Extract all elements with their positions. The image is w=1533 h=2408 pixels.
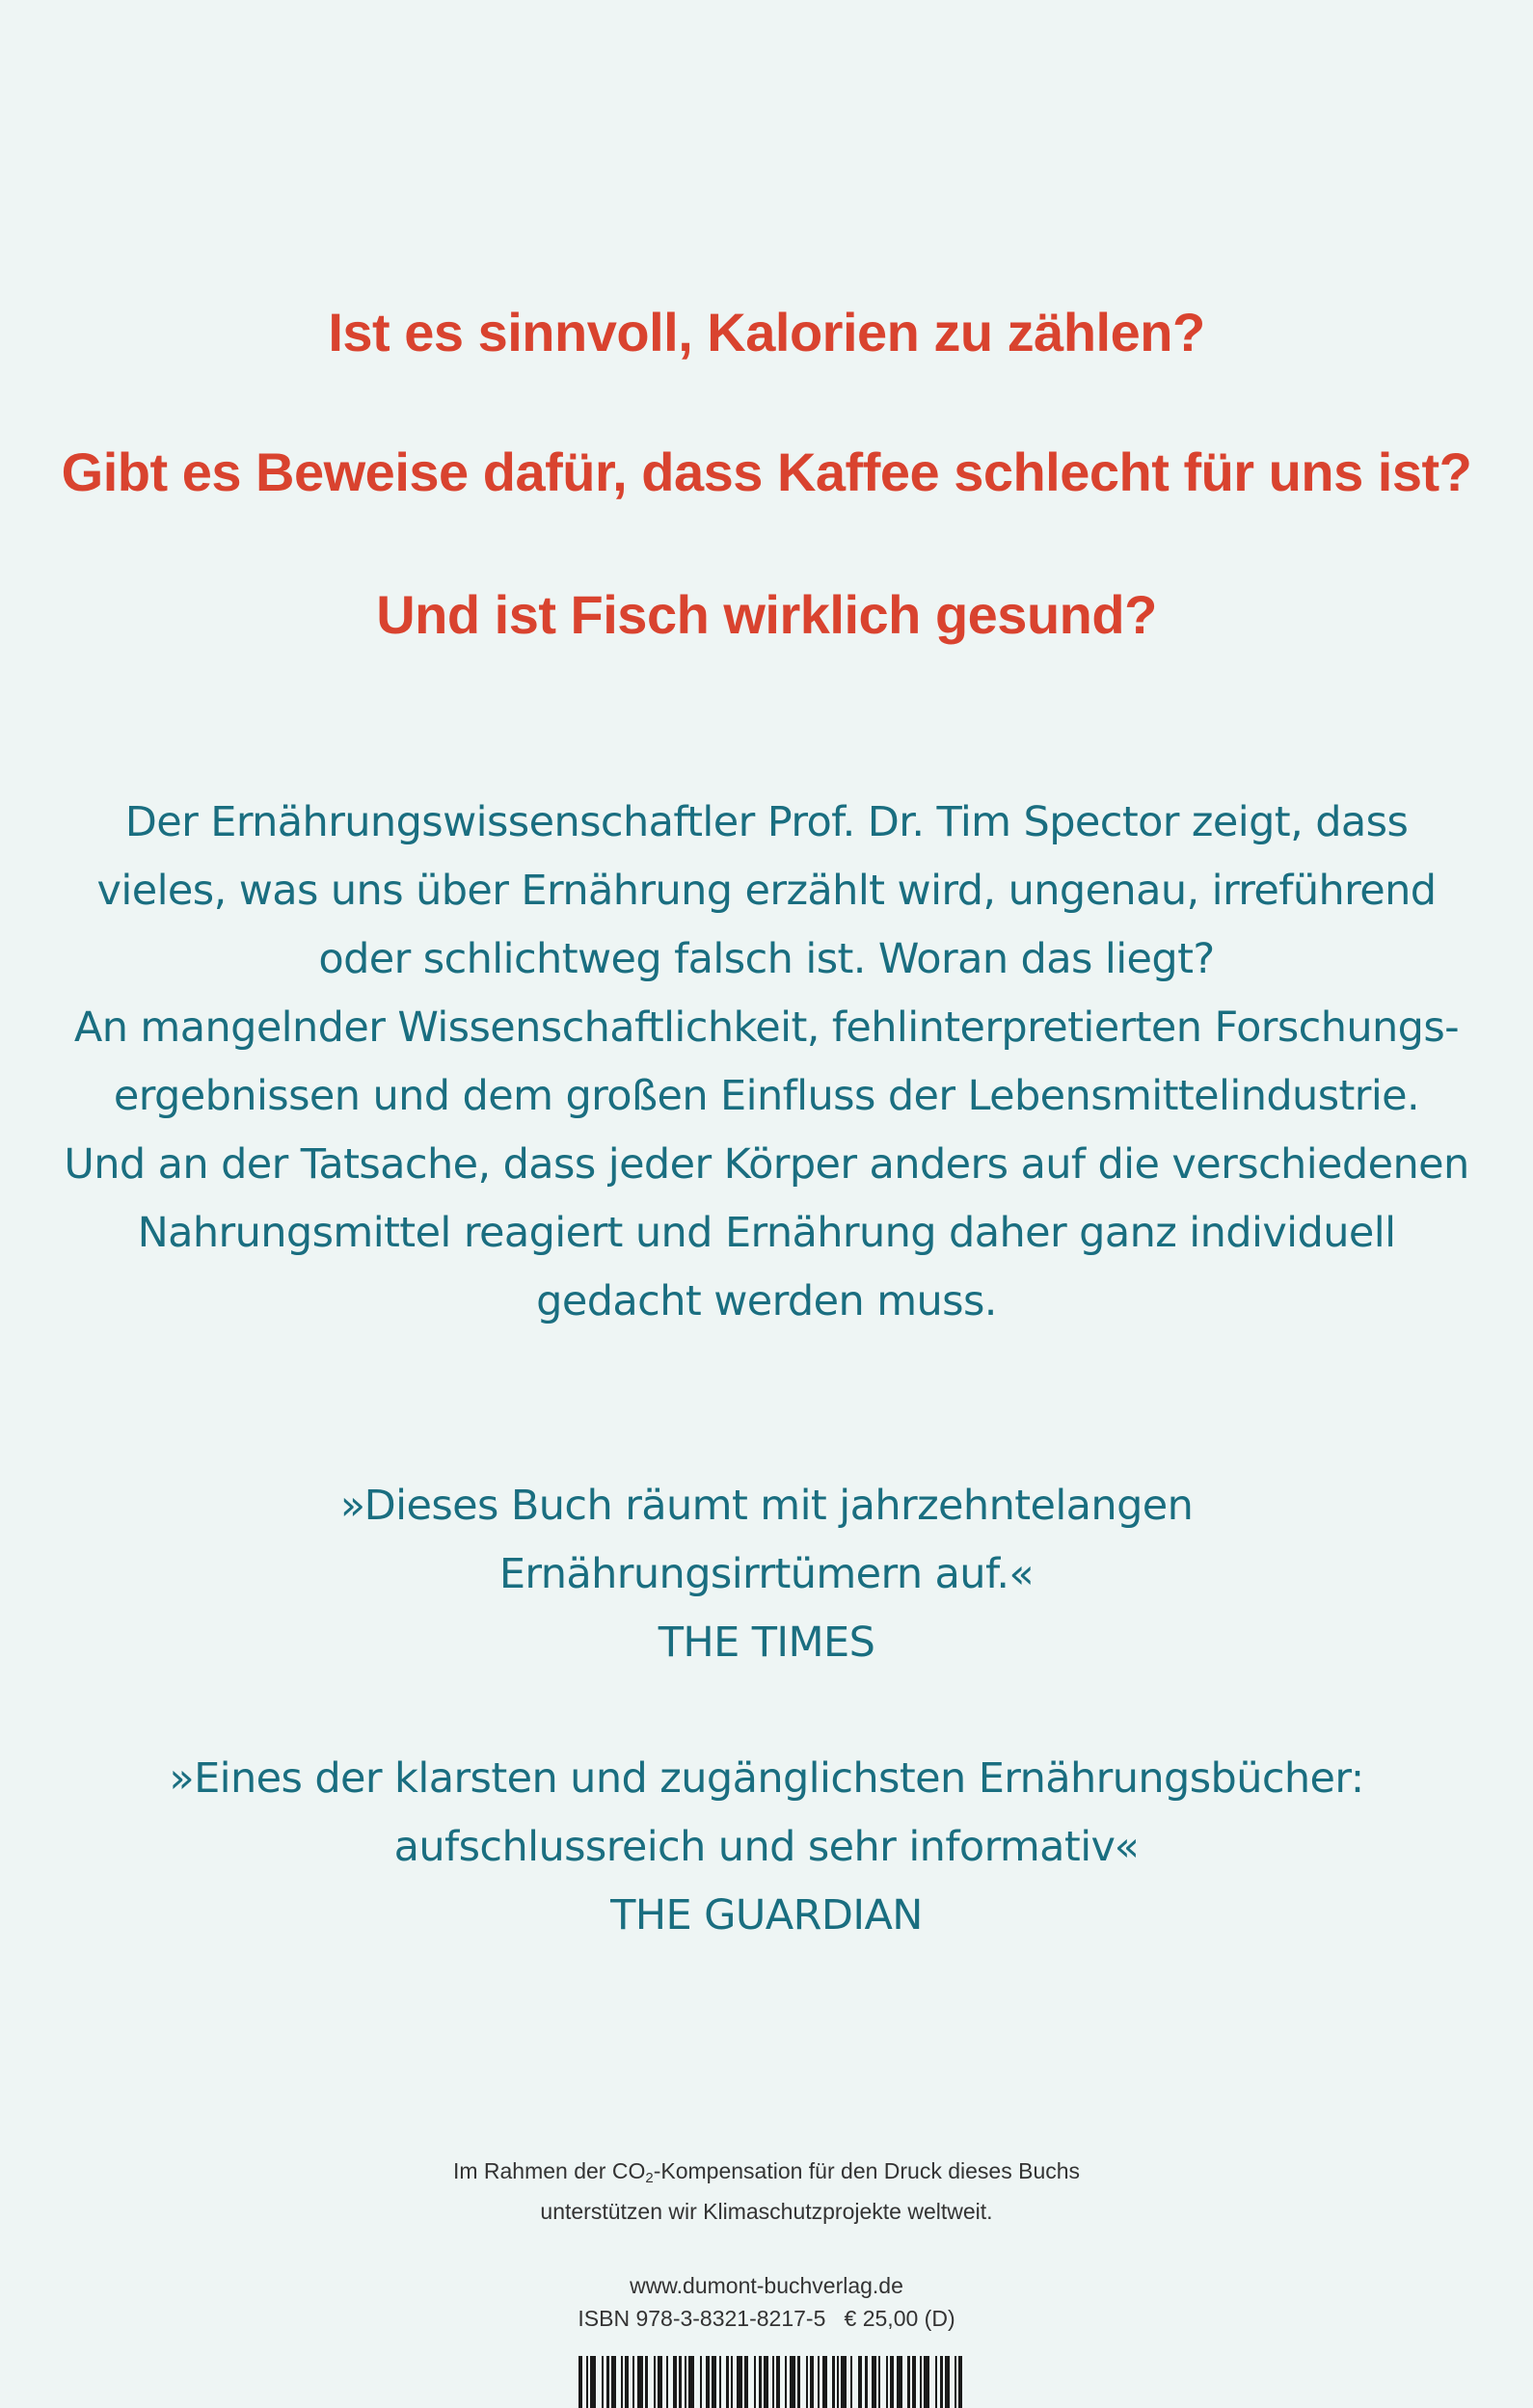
blurb-line: Nahrungsmittel reagiert und Ernährung daher ganz individuell — [137, 1209, 1396, 1257]
barcode-bar — [731, 2356, 733, 2408]
quote-source: THE TIMES — [658, 1619, 875, 1667]
barcode-bar — [700, 2356, 702, 2408]
co2-note-line-2: unterstützen wir Klimaschutzprojekte weltweit. — [540, 2199, 993, 2224]
barcode-bar — [822, 2356, 827, 2408]
barcode-bar — [673, 2356, 677, 2408]
quote-line: »Dieses Buch räumt mit jahrzehntelangen — [339, 1482, 1194, 1530]
co2-compensation-note — [0, 2154, 1533, 2228]
co2-note-line-1 — [0, 2154, 1533, 2195]
barcode-bar — [940, 2356, 943, 2408]
question-calories: Ist es sinnvoll, Kalorien zu zählen? — [328, 302, 1205, 362]
barcode-bar — [935, 2356, 937, 2408]
barcode-bar — [832, 2356, 835, 2408]
publisher-info — [0, 2269, 1533, 2335]
barcode-bar — [611, 2356, 616, 2408]
barcode-bar — [810, 2356, 814, 2408]
quote-line: »Eines der klarsten und zugänglichsten Ernährungsbücher: — [169, 1754, 1364, 1803]
barcode-bar — [625, 2356, 629, 2408]
barcode-bar — [666, 2356, 668, 2408]
publisher-url: www.dumont-buchverlag.de — [630, 2273, 903, 2298]
blurb-line: ergebnissen und dem großen Einfluss der Lebensmittelindustrie. — [113, 1072, 1420, 1120]
barcode-bar — [654, 2356, 656, 2408]
barcode-bar — [632, 2356, 634, 2408]
barcode-bar — [772, 2356, 774, 2408]
barcode-bar — [818, 2356, 820, 2408]
barcode-bar — [590, 2356, 596, 2408]
barcode-bar — [679, 2356, 682, 2408]
barcode-bar — [688, 2356, 694, 2408]
barcode-bar — [912, 2356, 916, 2408]
blurb-line: oder schlichtweg falsch ist. Woran das liegt? — [318, 935, 1215, 983]
barcode-bar — [606, 2356, 609, 2408]
barcode-bar — [841, 2356, 847, 2408]
co2-note-text: Im Rahmen der CO — [452, 2158, 646, 2183]
quote-line: Ernährungsirrtümern auf.« — [498, 1550, 1035, 1598]
blurb-paragraph — [0, 789, 1533, 1336]
barcode-bar — [890, 2356, 894, 2408]
barcode-bar — [920, 2356, 922, 2408]
co2-subscript: 2 — [645, 2170, 654, 2186]
barcode-bar — [850, 2356, 852, 2408]
barcode-bar — [872, 2356, 876, 2408]
barcode-bar — [797, 2356, 800, 2408]
barcode-bar — [865, 2356, 868, 2408]
barcode-bar — [924, 2356, 929, 2408]
barcode-bar — [645, 2356, 648, 2408]
blurb-line: vieles, was uns über Ernährung erzählt wird, ungenau, irreführend — [96, 867, 1437, 915]
barcode-bar — [764, 2356, 768, 2408]
barcode-bar — [621, 2356, 623, 2408]
barcode-bar — [737, 2356, 742, 2408]
barcode-bar — [878, 2356, 880, 2408]
barcode-bar — [719, 2356, 721, 2408]
barcode-bar — [907, 2356, 910, 2408]
barcode-bar — [685, 2356, 686, 2408]
question-coffee: Gibt es Beweise dafür, dass Kaffee schlecht für uns ist? — [61, 441, 1472, 502]
barcode-bar — [897, 2356, 902, 2408]
barcode-bar — [790, 2356, 795, 2408]
barcode-bar — [706, 2356, 710, 2408]
review-quote-times — [0, 1472, 1533, 1677]
co2-note-text: -Kompensation für den Druck dieses Buchs — [653, 2158, 1081, 2183]
blurb-line: gedacht werden muss. — [536, 1277, 997, 1325]
barcode-bar — [637, 2356, 643, 2408]
isbn-price: ISBN 978-3-8321-8217-5 € 25,00 (D) — [578, 2306, 955, 2331]
barcode-bar — [806, 2356, 808, 2408]
barcode-bar — [759, 2356, 762, 2408]
barcode-bar — [602, 2356, 604, 2408]
barcode-bar — [712, 2356, 716, 2408]
blurb-line: An mangelnder Wissenschaftlichkeit, fehlinterpretierten Forschungs- — [73, 1003, 1460, 1052]
barcode-icon — [0, 2356, 1533, 2408]
quote-line: aufschlussreich und sehr informativ« — [393, 1823, 1140, 1871]
barcode-bar — [586, 2356, 588, 2408]
barcode-bar — [658, 2356, 662, 2408]
barcode-bar — [726, 2356, 729, 2408]
barcode-bar — [886, 2356, 888, 2408]
barcode-bar — [958, 2356, 962, 2408]
barcode-bar — [754, 2356, 756, 2408]
barcode-bar — [776, 2356, 780, 2408]
blurb-line: Und an der Tatsache, dass jeder Körper anders auf die verschiedenen — [64, 1140, 1469, 1189]
barcode-bar — [955, 2356, 956, 2408]
barcode-bar — [785, 2356, 787, 2408]
quote-source: THE GUARDIAN — [610, 1891, 923, 1940]
blurb-line: Der Ernährungswissenschaftler Prof. Dr. Tim Spector zeigt, dass — [124, 798, 1409, 846]
barcode-bar — [578, 2356, 582, 2408]
review-quote-guardian — [0, 1745, 1533, 1950]
barcode-bar — [858, 2356, 862, 2408]
barcode-bar — [945, 2356, 950, 2408]
barcode-bar — [837, 2356, 839, 2408]
question-fish: Und ist Fisch wirklich gesund? — [376, 584, 1157, 645]
barcode-bar — [744, 2356, 748, 2408]
